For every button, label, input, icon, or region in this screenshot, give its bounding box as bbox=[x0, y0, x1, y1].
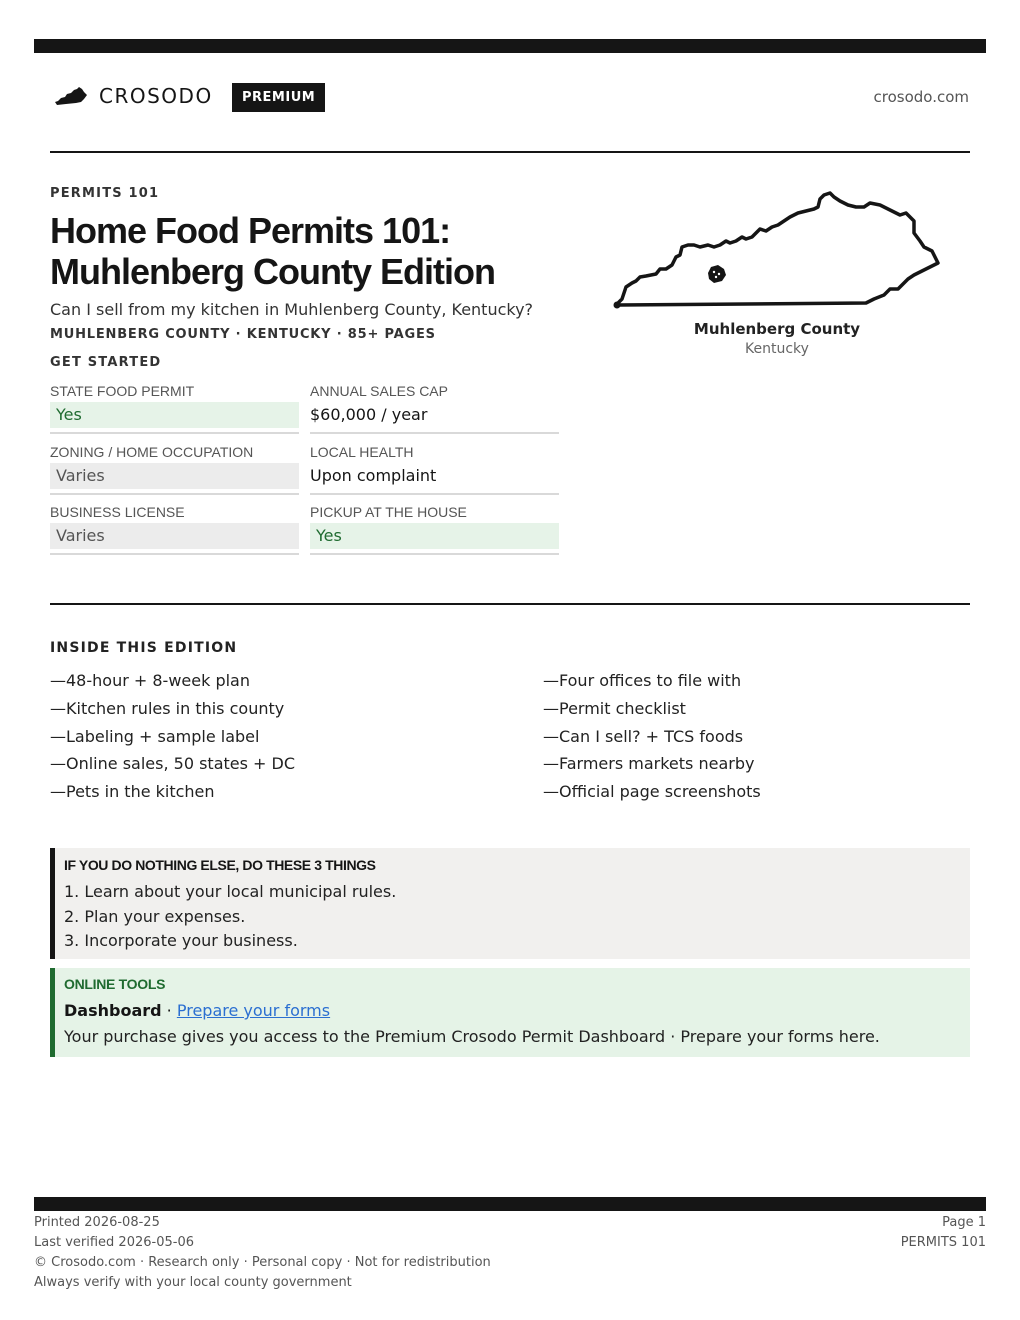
callout-item: 1. Learn about your local municipal rules. bbox=[64, 882, 397, 901]
toc-item: —Pets in the kitchen bbox=[50, 782, 215, 802]
fact-label: BUSINESS LICENSE bbox=[50, 504, 185, 520]
kentucky-logo-icon bbox=[54, 86, 88, 106]
brand-name[interactable]: CROSODO bbox=[99, 84, 213, 108]
fact-business-license bbox=[50, 502, 299, 555]
toc-item: —Four offices to file with bbox=[543, 671, 742, 690]
fact-label: ZONING / HOME OCCUPATION bbox=[50, 444, 254, 460]
footer-left bbox=[34, 1213, 491, 1293]
verified-date: Last verified 2026-05-06 bbox=[34, 1235, 194, 1250]
fact-label: LOCAL HEALTH bbox=[310, 444, 414, 460]
fact-value: Upon complaint bbox=[310, 466, 437, 485]
callout-item: 3. Incorporate your business. bbox=[64, 931, 298, 950]
three-things-callout bbox=[50, 848, 970, 959]
fact-label: PICKUP AT THE HOUSE bbox=[310, 504, 467, 520]
dashboard-label: Dashboard bbox=[64, 1001, 162, 1020]
footer-bar bbox=[34, 1197, 986, 1211]
callout-item: 2. Plan your expenses. bbox=[64, 906, 246, 926]
toc-item: —Official page screenshots bbox=[543, 782, 761, 802]
get-started-heading: GET STARTED bbox=[50, 355, 162, 370]
fact-label: ANNUAL SALES CAP bbox=[310, 383, 448, 399]
online-tools-box bbox=[50, 968, 970, 1057]
page-title bbox=[50, 210, 610, 292]
page-number: Page 1 bbox=[942, 1215, 986, 1230]
toc-item: —Kitchen rules in this county bbox=[50, 698, 285, 718]
callout-list bbox=[64, 880, 396, 954]
toc-item: —48-hour + 8-week plan bbox=[50, 671, 250, 690]
toc-item: —Online sales, 50 states + DC bbox=[50, 754, 296, 774]
premium-badge: PREMIUM bbox=[232, 83, 325, 112]
fact-label: STATE FOOD PERMIT bbox=[50, 383, 195, 399]
fact-value-badge: Varies bbox=[50, 463, 299, 489]
fact-state-food-permit bbox=[50, 381, 299, 434]
verify-note: Always verify with your local county government bbox=[34, 1275, 352, 1290]
toc-item: —Labeling + sample label bbox=[50, 726, 260, 746]
fact-value-badge: Yes bbox=[310, 523, 559, 549]
fact-value-badge: Yes bbox=[50, 402, 299, 428]
kentucky-map-icon bbox=[608, 185, 948, 315]
footer-section: PERMITS 101 bbox=[900, 1235, 986, 1250]
inside-heading: INSIDE THIS EDITION bbox=[50, 640, 238, 656]
fact-value: $60,000 / year bbox=[310, 405, 428, 424]
toc-right-column bbox=[543, 667, 983, 806]
fact-zoning bbox=[50, 442, 299, 495]
header-divider bbox=[50, 151, 970, 153]
callout-title: IF YOU DO NOTHING ELSE, DO THESE 3 THINGS bbox=[64, 857, 376, 873]
prepare-forms-link[interactable]: Prepare your forms bbox=[176, 1001, 331, 1020]
footer-right bbox=[901, 1213, 986, 1253]
section-eyebrow: PERMITS 101 bbox=[50, 186, 160, 201]
page-title-line-1: Home Food Permits 101: bbox=[50, 210, 451, 251]
page-subtitle: Can I sell from my kitchen in Muhlenberg County, Kentucky? bbox=[50, 300, 534, 319]
printed-date: Printed 2026-08-25 bbox=[34, 1215, 160, 1230]
toc-item: —Can I sell? + TCS foods bbox=[543, 726, 744, 746]
top-bar bbox=[34, 39, 986, 53]
edition-meta: MUHLENBERG COUNTY · KENTUCKY · 85+ PAGES bbox=[50, 327, 436, 342]
site-link[interactable]: crosodo.com bbox=[873, 88, 969, 106]
toc-left-column bbox=[50, 667, 490, 806]
section-divider bbox=[50, 603, 970, 605]
fact-pickup bbox=[310, 502, 559, 555]
header bbox=[50, 80, 970, 114]
fact-value-badge: Varies bbox=[50, 523, 299, 549]
toc-item: —Permit checklist bbox=[543, 698, 686, 718]
toc-item: —Farmers markets nearby bbox=[543, 754, 755, 774]
map-county-label: Muhlenberg County bbox=[693, 320, 861, 338]
fact-local-health bbox=[310, 442, 559, 495]
map-state-label: Kentucky bbox=[745, 341, 809, 357]
copyright-note: © Crosodo.com · Research only · Personal copy · Not for redistribution bbox=[34, 1255, 491, 1270]
tools-title: ONLINE TOOLS bbox=[64, 976, 166, 992]
tools-separator: · bbox=[161, 1001, 177, 1020]
tools-links-line bbox=[64, 1001, 330, 1020]
page-title-line-2: Muhlenberg County Edition bbox=[50, 251, 495, 292]
tools-description: Your purchase gives you access to the Premium Crosodo Permit Dashboard · Prepare your forms here. bbox=[64, 1027, 880, 1046]
fact-annual-sales-cap bbox=[310, 381, 559, 434]
